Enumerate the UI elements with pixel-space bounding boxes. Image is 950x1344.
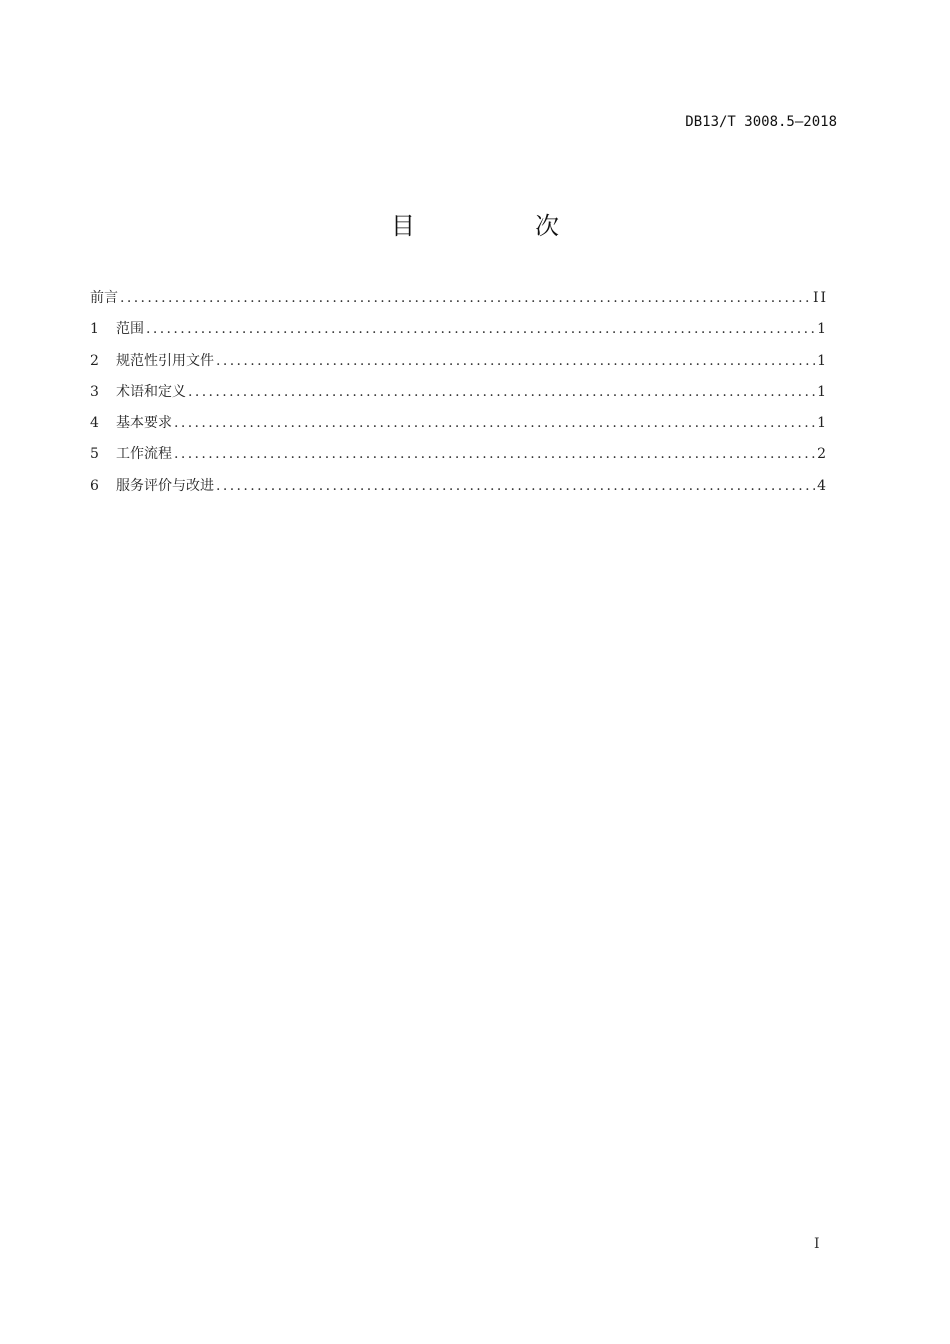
toc-entry-text: 基本要求 [116, 415, 172, 432]
toc-entry-page: 1 [817, 415, 828, 432]
toc-entry-number: 1 [90, 321, 99, 338]
toc-entry-text: 工作流程 [116, 446, 172, 463]
toc-entry-page: 1 [817, 321, 828, 338]
toc-entry-page: 1 [817, 352, 828, 369]
toc-entry-page: II [812, 290, 828, 306]
table-of-contents [90, 287, 828, 506]
toc-entry-basic-requirements[interactable] [90, 412, 828, 443]
toc-entry-workflow[interactable] [90, 443, 828, 474]
toc-leader-dots [174, 415, 815, 431]
toc-entry-scope[interactable] [90, 318, 828, 349]
page-title: 目 次 [391, 212, 607, 240]
toc-entry-text: 规范性引用文件 [116, 352, 214, 369]
toc-leader-dots [146, 321, 815, 337]
toc-leader-dots [216, 353, 815, 369]
toc-entry-number: 4 [90, 415, 99, 432]
toc-entry-number: 5 [90, 446, 99, 463]
document-code: DB13/T 3008.5—2018 [685, 114, 837, 130]
toc-entry-page: 1 [817, 383, 828, 400]
toc-entry-text: 范围 [116, 321, 144, 338]
toc-entry-text: 前言 [90, 290, 118, 306]
toc-entry-terms-definitions[interactable] [90, 381, 828, 412]
page-number: I [814, 1236, 820, 1252]
toc-entry-page: 4 [817, 477, 828, 494]
toc-leader-dots [188, 384, 815, 400]
toc-entry-number: 2 [90, 352, 99, 369]
toc-leader-dots [120, 290, 811, 306]
toc-entry-normative-references[interactable] [90, 350, 828, 381]
toc-entry-number: 6 [90, 477, 99, 494]
toc-entry-page: 2 [817, 446, 828, 463]
toc-entry-evaluation-improvement[interactable] [90, 475, 828, 506]
toc-entry-text: 术语和定义 [116, 383, 186, 400]
toc-entry-number: 3 [90, 383, 99, 400]
toc-entry-foreword[interactable] [90, 287, 828, 318]
toc-leader-dots [216, 478, 815, 494]
toc-leader-dots [174, 446, 815, 462]
toc-entry-text: 服务评价与改进 [116, 477, 214, 494]
